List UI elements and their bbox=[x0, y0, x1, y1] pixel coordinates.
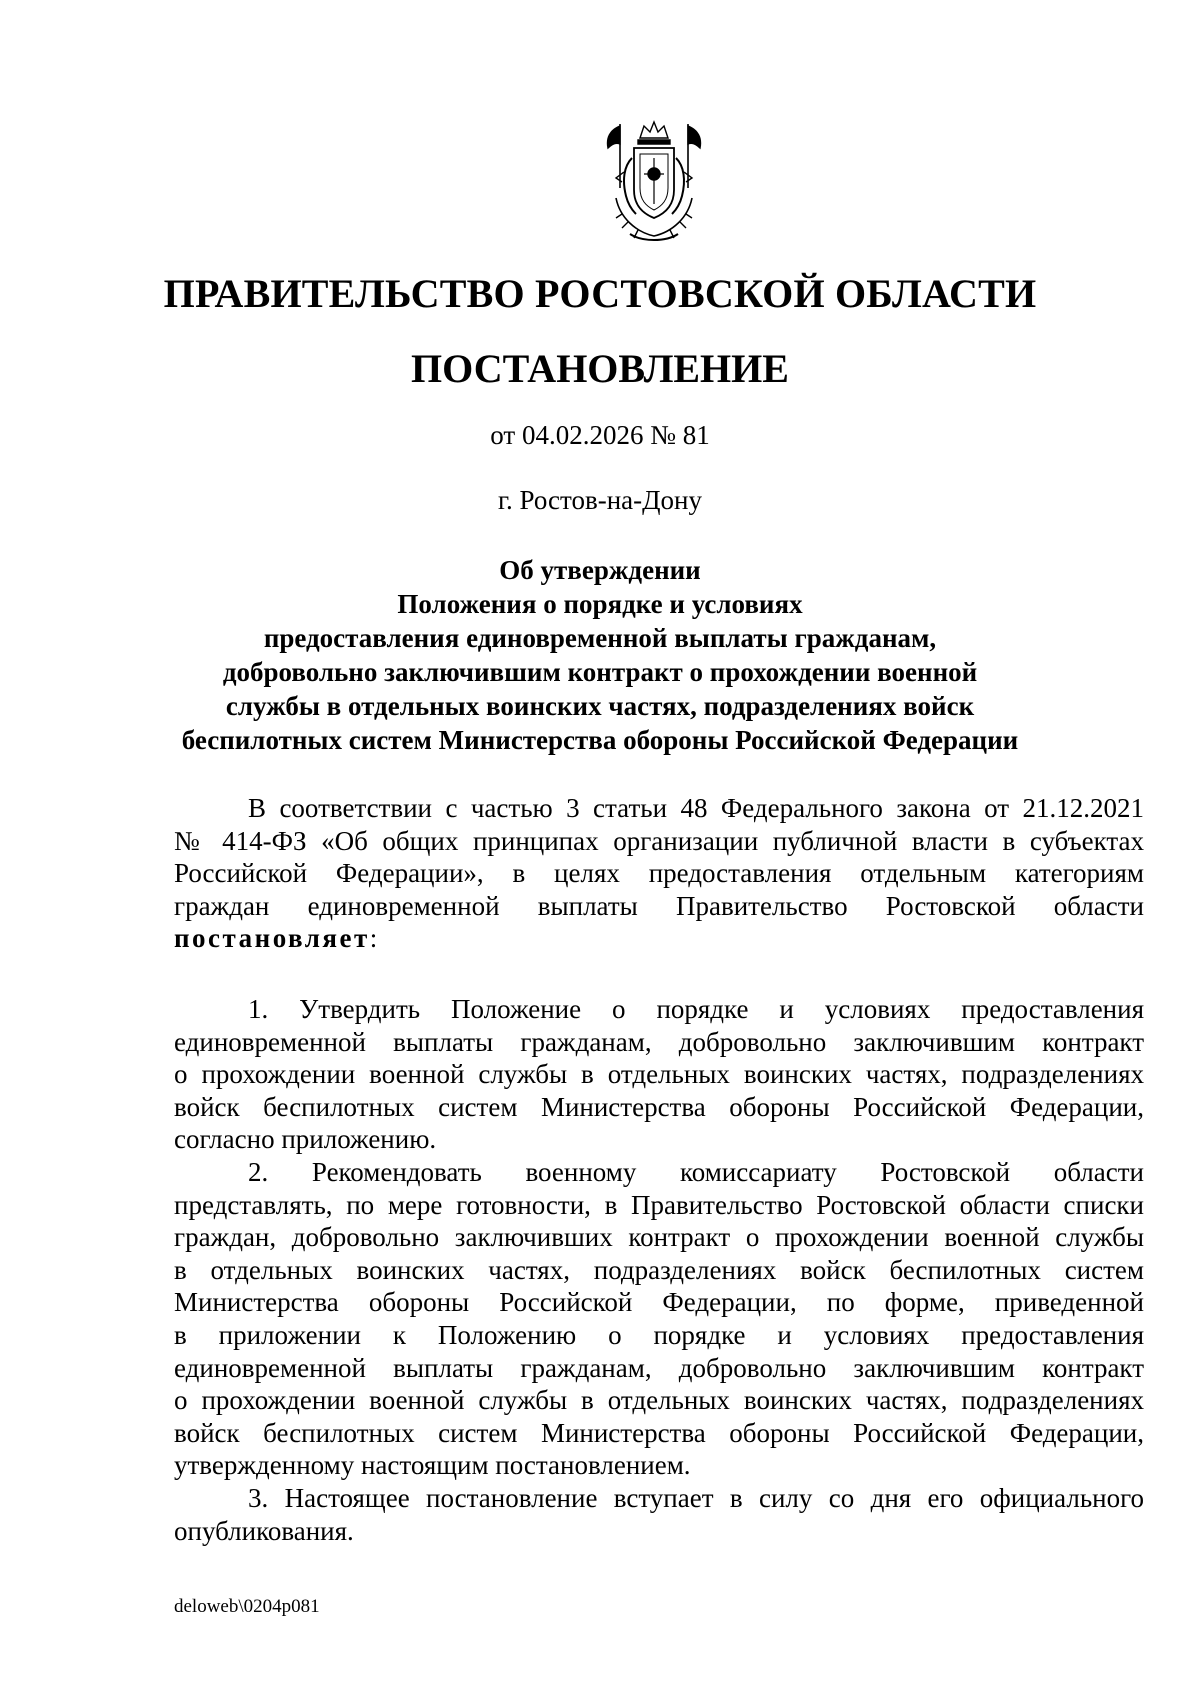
paragraph-line: В соответствии с частью 3 статьи 48 Федерального закона от 21.12.2021 bbox=[248, 793, 1144, 823]
paragraph-line: 2. Рекомендовать военному комиссариату Ростовской области bbox=[248, 1156, 1144, 1187]
paragraph-line: граждан, добровольно заключивших контракт о прохождении военной службы bbox=[174, 1222, 1144, 1253]
title-line: предоставления единовременной выплаты гражданам, bbox=[263, 623, 937, 653]
paragraph-line: Министерства обороны Российской Федерации, по форме, приведенной bbox=[174, 1287, 1144, 1318]
paragraph-line: в приложении к Положению о порядке и условиях предоставления bbox=[174, 1319, 1144, 1350]
preamble-paragraph bbox=[174, 792, 1144, 955]
paragraph-line bbox=[174, 922, 1144, 955]
numbered-items bbox=[174, 993, 1144, 1547]
paragraph-line: согласно приложению. bbox=[174, 1124, 437, 1155]
item-1 bbox=[174, 993, 1144, 1156]
title-line: добровольно заключившим контракт о прохождении военной bbox=[222, 657, 978, 687]
file-reference: deloweb\0204p081 bbox=[174, 1596, 320, 1617]
paragraph-line: опубликования. bbox=[174, 1515, 354, 1546]
item-2 bbox=[174, 1156, 1144, 1482]
paragraph-line: 3. Настоящее постановление вступает в силу со дня его официального bbox=[248, 1482, 1144, 1513]
paragraph-line: единовременной выплаты гражданам, добровольно заключившим контракт bbox=[174, 1352, 1144, 1383]
paragraph-line: 1. Утвердить Положение о порядке и условиях предоставления bbox=[248, 994, 1144, 1024]
decree-punct: : bbox=[369, 923, 378, 954]
paragraph-line: в отдельных воинских частях, подразделениях войск беспилотных систем bbox=[174, 1254, 1144, 1285]
title-line: Положения о порядке и условиях bbox=[397, 589, 803, 619]
paragraph-line: единовременной выплаты гражданам, добровольно заключившим контракт bbox=[174, 1026, 1144, 1057]
city: г. Ростов-на-Дону bbox=[497, 485, 702, 515]
organization-name: ПРАВИТЕЛЬСТВО РОСТОВСКОЙ ОБЛАСТИ bbox=[163, 271, 1037, 316]
title-line: Об утверждении bbox=[499, 555, 701, 585]
paragraph-line: граждан единовременной выплаты Правительство Ростовской области bbox=[174, 890, 1144, 921]
document-title bbox=[0, 553, 1200, 757]
rostov-oblast-coat-of-arms-icon bbox=[596, 118, 712, 246]
paragraph-line: Российской Федерации», в целях предоставления отдельным категориям bbox=[174, 858, 1144, 889]
paragraph-line: № 414-ФЗ «Об общих принципах организации публичной власти в субъектах bbox=[174, 825, 1144, 856]
decree-word: постановляет bbox=[174, 923, 370, 954]
title-line: службы в отдельных воинских частях, подразделениях войск bbox=[225, 691, 975, 721]
paragraph-line: войск беспилотных систем Министерства обороны Российской Федерации, bbox=[174, 1091, 1144, 1122]
item-3 bbox=[174, 1482, 1144, 1547]
paragraph-line: утвержденному настоящим постановлением. bbox=[174, 1450, 691, 1481]
document-type: ПОСТАНОВЛЕНИЕ bbox=[411, 346, 789, 391]
paragraph-line: о прохождении военной службы в отдельных воинских частях, подразделениях bbox=[174, 1385, 1144, 1416]
paragraph-line: о прохождении военной службы в отдельных воинских частях, подразделениях bbox=[174, 1059, 1144, 1090]
date-and-number: от 04.02.2026 № 81 bbox=[490, 420, 710, 450]
title-line: беспилотных систем Министерства обороны Российской Федерации bbox=[181, 725, 1019, 755]
paragraph-line: войск беспилотных систем Министерства обороны Российской Федерации, bbox=[174, 1417, 1144, 1448]
paragraph-line: представлять, по мере готовности, в Правительство Ростовской области списки bbox=[174, 1189, 1144, 1220]
